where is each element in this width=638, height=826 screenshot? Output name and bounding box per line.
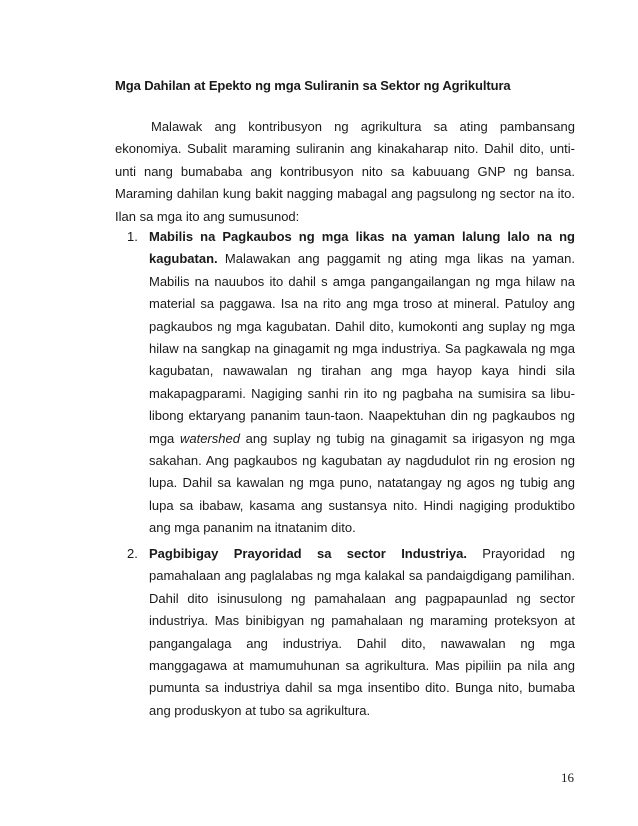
emphasized-term: watershed xyxy=(179,430,240,446)
list-item-number: 2. xyxy=(127,546,138,561)
list-item-2 xyxy=(115,543,575,722)
page-title: Mga Dahilan at Epekto ng mga Suliranin sa Sektor ng Agrikultura xyxy=(115,78,511,93)
list-item xyxy=(115,226,575,540)
intro-paragraph: Malawak ang kontribusyon ng agrikultura sa ating pambansang ekonomiya. Subalit maraming suliranin ang kinakaharap nito. Dahil dito, unti-unti nang bumababa ang kontribusyon nito sa kabuuang GNP ng bansa. Maraming dahilan kung bakit nagging mabagal ang pagsulong ng sector na ito. Ilan sa mga ito ang sumusunod: xyxy=(115,119,575,224)
list-item xyxy=(115,543,575,722)
list-item-text-continued: ang suplay ng tubig na ginagamit sa irigasyon ng mga sakahan. Ang pagkaubos ng kagubatan ay nagdudulot rin ng erosion ng lupa. Dahil sa kawalan ng mga puno, natatangay ng agos ng tubig ang lupa sa ibabaw, kasama ang sustansya nito. Hindi nagiging produktibo ang mga pananim na itnatanim dito. xyxy=(149,430,575,536)
list-item-body xyxy=(149,543,575,722)
list-item-number: 1. xyxy=(127,229,138,244)
list-item-text: Prayoridad ng pamahalaan ang paglalabas ng mga kalakal sa pandaigdigang pamilihan. Dahil dito isinusulong ng pamahalaan ang pagpapaunlad ng sector industriya. Mas binibigyan ng pamahalaan ng maraming proteksyon at pangangalaga ang industriya. Dahil dito, nawawalan ng mga manggagawa at mamumuhunan sa agrikultura. Mas pipiliin pa nila ang pumunta sa industriya dahil sa mga insentibo dito. Bunga nito, bumaba ang produskyon at tubo sa agrikultura. xyxy=(149,546,575,718)
list-item-heading: Pagbibigay Prayoridad sa sector Industriya. xyxy=(149,546,467,561)
list-item-1 xyxy=(115,226,575,540)
page-number: 16 xyxy=(561,770,574,785)
list-item-text: Malawakan ang paggamit ng ating mga likas na yaman. Mabilis na nauubos ito dahil s amga pangangailangan ng mga hilaw na material sa paggawa. Isa na rito ang mga troso at mineral. Patuloy ang pagkaubos ng mga kagubatan. Dahil dito, kumokonti ang suplay ng mga hilaw na sangkap na ginagamit ng mga industriya. Sa pagkawala ng mga kagubatan, nawawalan ng tirahan ang mga hayop kaya hindi sila makapagparami. Nagiging sanhi rin ito ng pagbaha na sumisira sa libu-libong ektaryang pananim taun-taon. Naapektuhan din ng pagkaubos ng mga xyxy=(149,251,575,446)
list-item-body xyxy=(149,226,575,540)
list-item-heading: Mabilis na Pagkaubos ng mga likas na yaman lalung lalo na ng kagubatan. xyxy=(149,229,575,267)
